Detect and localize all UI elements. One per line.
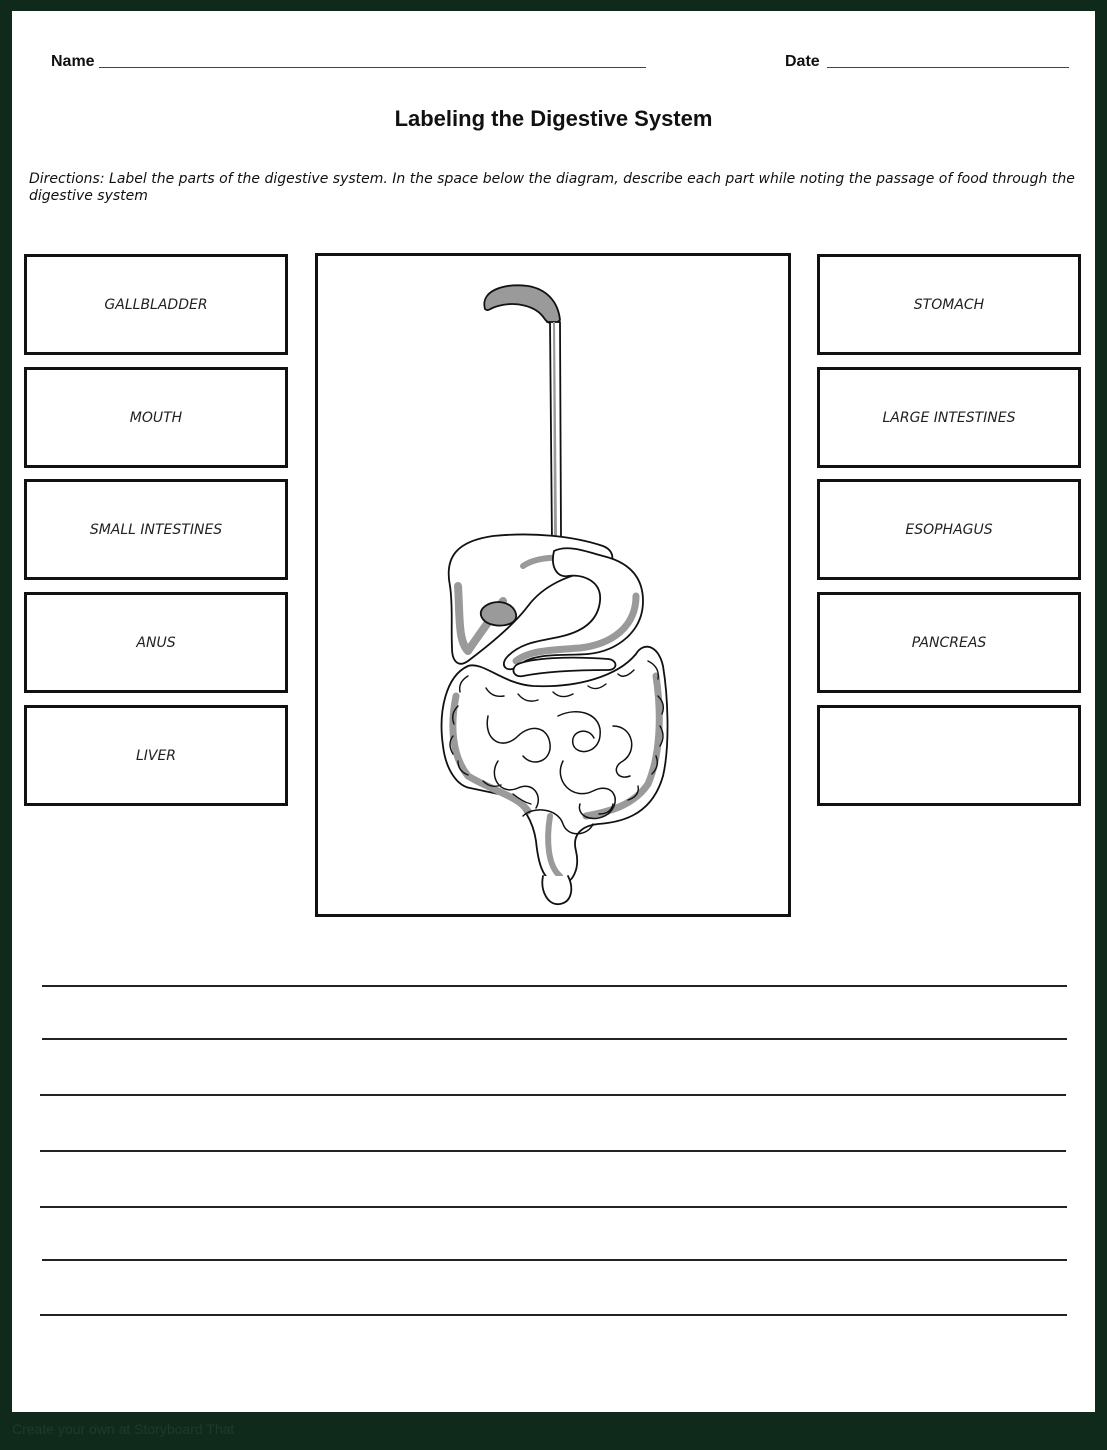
directions-text: Directions: Label the parts of the digestive system. In the space below the diagram, describe each part while noting the passage of food through the digestive system — [29, 171, 1075, 204]
label-box-liver[interactable] — [24, 705, 288, 806]
label-box-pancreas[interactable] — [817, 592, 1081, 693]
label-text: ANUS — [136, 634, 176, 651]
pancreas-shape — [513, 658, 615, 677]
label-text: MOUTH — [129, 409, 183, 426]
label-box-large-intestines[interactable] — [817, 367, 1081, 468]
label-box-blank[interactable] — [817, 705, 1081, 806]
digestive-system-illustration — [318, 256, 788, 914]
label-text: LARGE INTESTINES — [882, 409, 1016, 426]
large-intestine-shape — [442, 647, 668, 884]
answer-line-1[interactable] — [42, 985, 1067, 987]
label-text: ESOPHAGUS — [905, 521, 993, 538]
answer-line-6[interactable] — [42, 1259, 1067, 1261]
label-box-stomach[interactable] — [817, 254, 1081, 355]
label-text: SMALL INTESTINES — [89, 521, 223, 538]
label-box-esophagus[interactable] — [817, 479, 1081, 580]
page-title: Labeling the Digestive System — [394, 106, 713, 131]
anus-shape — [542, 876, 571, 904]
answer-line-7[interactable] — [40, 1314, 1067, 1316]
label-box-anus[interactable] — [24, 592, 288, 693]
label-box-gallbladder[interactable] — [24, 254, 288, 355]
mouth-shape — [484, 285, 560, 323]
name-blank-line[interactable] — [99, 67, 646, 68]
gallbladder-shape — [481, 602, 516, 625]
label-box-mouth[interactable] — [24, 367, 288, 468]
footer-credit: Create your own at Storyboard That — [12, 1421, 235, 1437]
label-box-small-intestines[interactable] — [24, 479, 288, 580]
answer-line-5[interactable] — [40, 1206, 1067, 1208]
date-label: Date — [785, 53, 820, 70]
date-blank-line[interactable] — [827, 67, 1069, 68]
digestive-diagram-frame — [315, 253, 791, 917]
answer-line-2[interactable] — [42, 1038, 1067, 1040]
answer-line-3[interactable] — [40, 1094, 1066, 1096]
label-text: LIVER — [135, 747, 177, 764]
name-label: Name — [51, 53, 95, 70]
label-text: STOMACH — [913, 296, 985, 313]
label-text: PANCREAS — [911, 634, 987, 651]
answer-line-4[interactable] — [40, 1150, 1066, 1152]
label-text: GALLBLADDER — [104, 296, 208, 313]
